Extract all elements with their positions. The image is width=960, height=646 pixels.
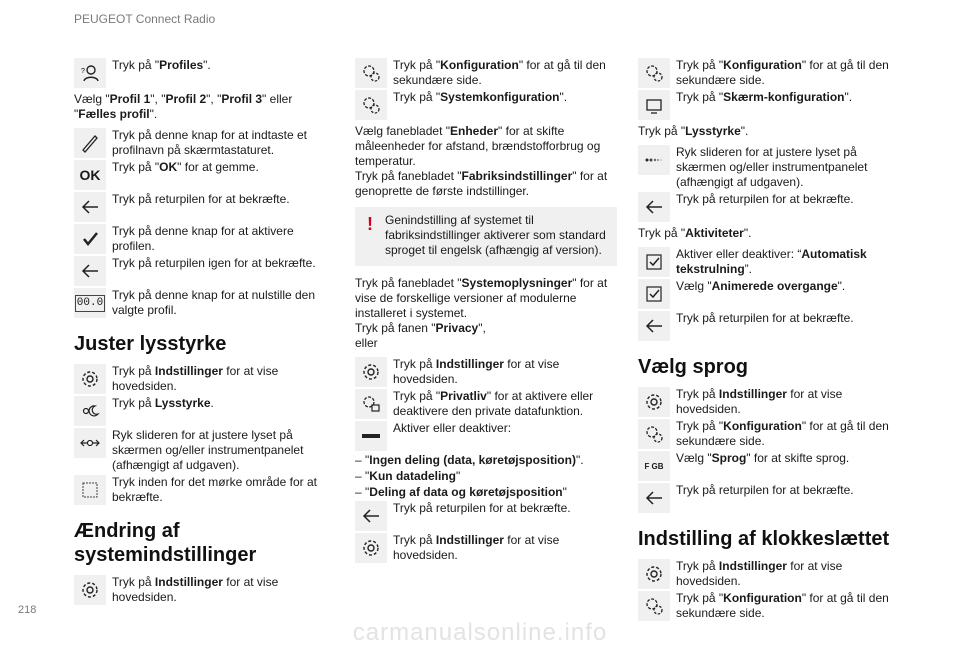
step-configuration-3: Tryk på "Konfiguration" for at gå til den sekundære side.: [638, 58, 894, 88]
step-configuration-4: Tryk på "Konfiguration" for at gå til den sekundære side.: [638, 419, 894, 449]
watermark: carmanualsonline.info: [352, 619, 608, 646]
pencil-icon: [74, 128, 106, 158]
option-data-and-position: – "Deling af data og køretøjsposition": [355, 485, 567, 499]
step-settings-6: Tryk på Indstillinger for at vise hovedsiden.: [638, 559, 894, 589]
step-back-again: Tryk på returpilen igen for at bekræfte.: [74, 256, 324, 286]
back-arrow-icon: [638, 311, 670, 341]
step-slider: Ryk slideren for at justere lyset på skærmen og/eller instrumentpanelet (afhængigt af udgaven).: [74, 428, 324, 473]
profile-icon: [74, 58, 106, 88]
language-icon: F GB: [638, 451, 670, 481]
step-settings-3: Tryk på Indstillinger for at vise hovedsiden.: [355, 357, 617, 387]
step-ok: OK Tryk på "OK" for at gemme.: [74, 160, 324, 190]
warning-icon: !: [367, 214, 373, 234]
step-slider-2: Ryk slideren for at justere lyset på skærmen og/eller instrumentpanelet (afhængigt af udgaven).: [638, 145, 894, 190]
page-number: 218: [18, 604, 37, 616]
column-3: [638, 58, 894, 623]
step-activate-profile: Tryk på denne knap for at aktivere profilen.: [74, 224, 324, 254]
step-toggle: Aktiver eller deaktiver:: [355, 421, 617, 451]
step-privacy: Tryk på "Privatliv" for at aktivere eller deaktivere den private datafunktion.: [355, 389, 617, 419]
system-info-text: Tryk på fanebladet "Systemoplysninger" for at vise de forskellige versioner af modulerne installeret i systemet. Tryk på fanen "Privacy", eller: [355, 276, 608, 350]
configuration-icon: [355, 90, 387, 120]
ok-icon: OK: [74, 160, 106, 190]
step-settings: Tryk på Indstillinger for at vise hovedsiden.: [74, 364, 324, 394]
option-data-only: – "Kun datadeling": [355, 469, 461, 483]
step-dark-area: Tryk inden for det mørke område for at bekræfte.: [74, 475, 324, 505]
step-back-confirm-3: Tryk på returpilen for at bekræfte.: [638, 192, 894, 222]
configuration-icon: [638, 58, 670, 88]
step-settings-2: Tryk på Indstillinger for at vise hovedsiden.: [74, 575, 324, 605]
svg-text:?: ?: [81, 68, 85, 75]
profile-choice-text: Vælg "Profil 1", "Profil 2", "Profil 3" eller "Fælles profil".: [74, 92, 293, 121]
column-1: [74, 58, 324, 607]
step-screen-config: Tryk på "Skærm-konfiguration".: [638, 90, 894, 120]
section-title-language: Vælg sprog: [638, 356, 749, 378]
dark-area-icon: [74, 475, 106, 505]
back-arrow-icon: [355, 501, 387, 531]
section-title-system-settings: Ændring af systemindstillinger: [74, 520, 257, 566]
step-language: F GB Vælg "Sprog" for at skifte sprog.: [638, 451, 894, 481]
screen-config-icon: [638, 90, 670, 120]
step-back-confirm-2: Tryk på returpilen for at bekræfte.: [355, 501, 617, 531]
back-arrow-icon: [74, 192, 106, 222]
back-arrow-icon: [638, 483, 670, 513]
checkmark-icon: [74, 224, 106, 254]
step-configuration-5: Tryk på "Konfiguration" for at gå til den sekundære side.: [638, 591, 894, 621]
step-settings-5: Tryk på Indstillinger for at vise hovedsiden.: [638, 387, 894, 417]
brightness-text: Tryk på "Lysstyrke".: [638, 124, 749, 138]
section-title-brightness: Juster lysstyrke: [74, 333, 227, 355]
step-system-config: Tryk på "Systemkonfiguration".: [355, 90, 617, 120]
step-back-confirm-4: Tryk på returpilen for at bekræfte.: [638, 311, 894, 341]
step-profiles: ? Tryk på "Profiles".: [74, 58, 324, 88]
checkbox-icon: [638, 279, 670, 309]
reset-counter-icon: 00.0: [74, 288, 106, 318]
settings-icon: [74, 575, 106, 605]
column-2: [355, 58, 617, 565]
back-arrow-icon: [74, 256, 106, 286]
back-arrow-icon: [638, 192, 670, 222]
configuration-icon: [638, 591, 670, 621]
settings-icon: [638, 559, 670, 589]
warning-note: ! Genindstilling af systemet til fabriksindstillinger aktiverer som standard sproget til engelsk (afhængig af version).: [355, 207, 617, 266]
step-back-confirm-5: Tryk på returpilen for at bekræfte.: [638, 483, 894, 513]
step-auto-scroll: Aktiver eller deaktiver: “Automatisk tekstrulning”.: [638, 247, 894, 277]
slider-dots-icon: [638, 145, 670, 175]
running-header: PEUGEOT Connect Radio: [74, 12, 216, 26]
option-no-sharing: – "Ingen deling (data, køretøjsposition)".: [355, 453, 584, 467]
checkbox-icon: [638, 247, 670, 277]
configuration-icon: [638, 419, 670, 449]
configuration-icon: [355, 58, 387, 88]
slider-icon: [74, 428, 106, 458]
step-configuration: Tryk på "Konfiguration" for at gå til den sekundære side.: [355, 58, 617, 88]
activities-text: Tryk på "Aktiviteter".: [638, 226, 752, 240]
settings-icon: [74, 364, 106, 394]
step-profile-name: Tryk på denne knap for at indtaste et profilnavn på skærmtastaturet.: [74, 128, 324, 158]
privacy-icon: [355, 389, 387, 419]
units-text: Vælg fanebladet "Enheder" for at skifte måleenheder for afstand, brændstofforbrug og temperatur. Tryk på fanebladet "Fabriksindstillinger" for at genoprette de første indstillinger.: [355, 124, 608, 198]
settings-icon: [355, 533, 387, 563]
settings-icon: [355, 357, 387, 387]
section-title-time: Indstilling af klokkeslættet: [638, 528, 890, 550]
settings-icon: [638, 387, 670, 417]
step-back-confirm: Tryk på returpilen for at bekræfte.: [74, 192, 324, 222]
step-animated-transitions: Vælg "Animerede overgange".: [638, 279, 894, 309]
toggle-icon: [355, 421, 387, 451]
step-settings-4: Tryk på Indstillinger for at vise hovedsiden.: [355, 533, 617, 563]
step-brightness: Tryk på Lysstyrke.: [74, 396, 324, 426]
brightness-icon: [74, 396, 106, 426]
step-reset-profile: 00.0 Tryk på denne knap for at nulstille den valgte profil.: [74, 288, 324, 318]
